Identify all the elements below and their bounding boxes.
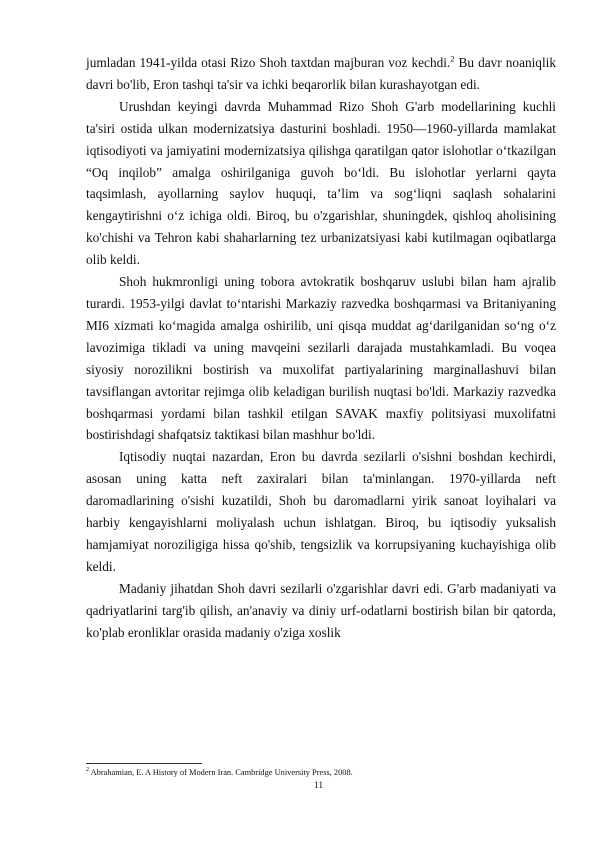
- footnote-divider: [86, 763, 202, 764]
- footnote: [86, 767, 556, 778]
- paragraph-1: [86, 52, 556, 96]
- paragraph-1-continuation: Bu davr noaniqlik davri bo'lib, Eron tashqi ta'sir va ichki beqarorlik bilan kurashayotgan edi.: [86, 55, 556, 92]
- paragraph-3: Shoh hukmronligi uning tobora avtokratik boshqaruv uslubi bilan ham ajralib turardi. 1953-yilgi davlat toʻntarishi Markaziy razvedka boshqarmasi va Britaniyaning MI6 xizmati koʻmagida amalga oshirilib, uni qisqa muddat agʻdarilganidan soʻng oʻz lavozimiga tikladi va uning mavqeini sezilarli darajada mustahkamladi. Bu voqea siyosiy norozilikni bostirish va muxolifat partiyalarining marginallashuvi bilan tavsiflangan avtoritar rejimga olib keladigan burilish nuqtasi bo'ldi. Markaziy razvedka boshqarmasi yordami bilan tashkil etilgan SAVAK maxfiy politsiyasi muxolifatni bostirishdagi shafqatsiz taktikasi bilan mashhur bo'ldi.: [86, 274, 556, 443]
- paragraph-4: Iqtisodiy nuqtai nazardan, Eron bu davrda sezilarli o'sishni boshdan kechirdi, asosan uning katta neft zaxiralari bilan ta'minlangan. 1970-yillarda neft daromadlarining o'sishi kuzatildi, Shoh bu daromadlarni yirik sanoat loyihalari va harbiy kengayishlarni moliyalash uchun ishlatgan. Biroq, bu iqtisodiy yuksalish hamjamiyat noroziligiga hissa qo'shib, tengsizlik va korrupsiyaning kuchayishiga olib keldi.: [86, 449, 556, 574]
- page-number: 11: [313, 781, 324, 791]
- body-text: [86, 52, 556, 643]
- footnote-reference[interactable]: 2: [450, 53, 455, 64]
- paragraph-2: Urushdan keyingi davrda Muhammad Rizo Shoh G'arb modellarining kuchli ta'siri ostida ulkan modernizatsiya dasturini boshladi. 1950—1960-yillarda mamlakat iqtisodiyoti va jamiyatini modernizatsiya qilishga qaratilgan qator islohotlar oʻtkazilgan “Oq inqilob” amalga oshirilganiga guvoh boʻldi. Bu islohotlar yerlarni qayta taqsimlash, ayollarning saylov huquqi, ta’lim va sog‘liqni saqlash sohalarini kengaytirishni o‘z ichiga oldi. Biroq, bu o'zgarishlar, shuningdek, qishloq aholisining ko'chishi va Tehron kabi shaharlarning tez urbanizatsiyasi kabi kutilmagan oqibatlarga olib keldi.: [86, 98, 556, 268]
- footnote-text: Abrahamian, E. A History of Modern Iran. Cambridge University Press, 2008.: [89, 768, 353, 777]
- footnote-number: 2: [86, 767, 89, 774]
- paragraph-1-text: jumladan 1941-yilda otasi Rizo Shoh taxtdan majburan voz kechdi.: [86, 55, 451, 70]
- paragraph-5: Madaniy jihatdan Shoh davri sezilarli o'zgarishlar davri edi. G'arb madaniyati va qadriyatlarini targ'ib qilish, an'anaviy va diniy urf-odatlarni bostirish bilan bir qatorda, ko'plab eronliklar orasida madaniy o'ziga xoslik: [86, 580, 556, 640]
